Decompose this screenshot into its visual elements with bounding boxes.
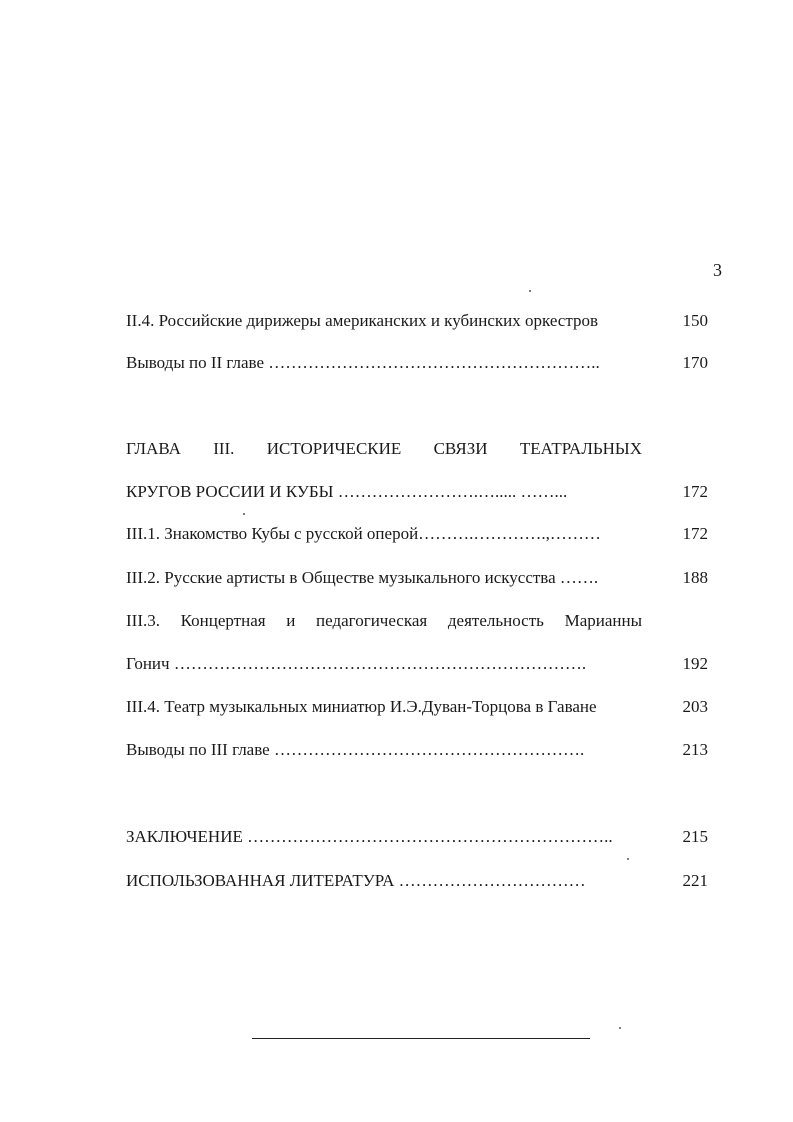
toc-entry-text: II.4. Российские дирижеры американских и кубинских оркестров xyxy=(126,311,598,330)
toc-entry-page: 172 xyxy=(682,482,708,501)
toc-entry-text: III.1. Знакомство Кубы с русской оперой……….………….,……… xyxy=(126,524,601,543)
toc-entry-text: ЗАКЛЮЧЕНИЕ ……………………………………………………….. xyxy=(126,827,613,846)
toc-entry-text: Выводы по III главе ………………………………………………. xyxy=(126,740,585,759)
scan-speck xyxy=(243,513,245,515)
toc-entry-text: Выводы по II главе ………………………………………………….. xyxy=(126,353,600,372)
chapter-heading: ГЛАВА III. ИСТОРИЧЕСКИЕ СВЯЗИ ТЕАТРАЛЬНЫХ xyxy=(126,439,642,458)
toc-entry-page: 150 xyxy=(682,311,708,330)
toc-entry-page: 213 xyxy=(682,740,708,759)
toc-entry-text: III.3. Концертная и педагогическая деятельность Марианны xyxy=(126,611,642,630)
scan-speck xyxy=(529,290,531,292)
toc-entry-page: 192 xyxy=(682,654,708,673)
toc-entry-text: ИСПОЛЬЗОВАННАЯ ЛИТЕРАТУРА …………………………… xyxy=(126,871,586,890)
toc-entry-page: 221 xyxy=(682,871,708,890)
toc-entry-text: Гонич ………………………………………………………………. xyxy=(126,654,587,673)
footnote-rule xyxy=(252,1038,590,1039)
scan-speck xyxy=(619,1027,621,1029)
toc-entry-text: III.4. Театр музыкальных миниатюр И.Э.Дуван-Торцова в Гаване xyxy=(126,697,597,716)
toc-entry-page: 170 xyxy=(682,353,708,372)
toc-entry-text: III.2. Русские артисты в Обществе музыкального искусства ……. xyxy=(126,568,599,587)
scan-speck xyxy=(627,858,629,860)
page-number: 3 xyxy=(713,260,722,280)
toc-entry-page: 172 xyxy=(682,524,708,543)
toc-entry-text: КРУГОВ РОССИИ И КУБЫ …………………….…..... ……... xyxy=(126,482,568,501)
toc-entry-page: 215 xyxy=(682,827,708,846)
toc-entry-page: 188 xyxy=(682,568,708,587)
toc-entry-page: 203 xyxy=(682,697,708,716)
